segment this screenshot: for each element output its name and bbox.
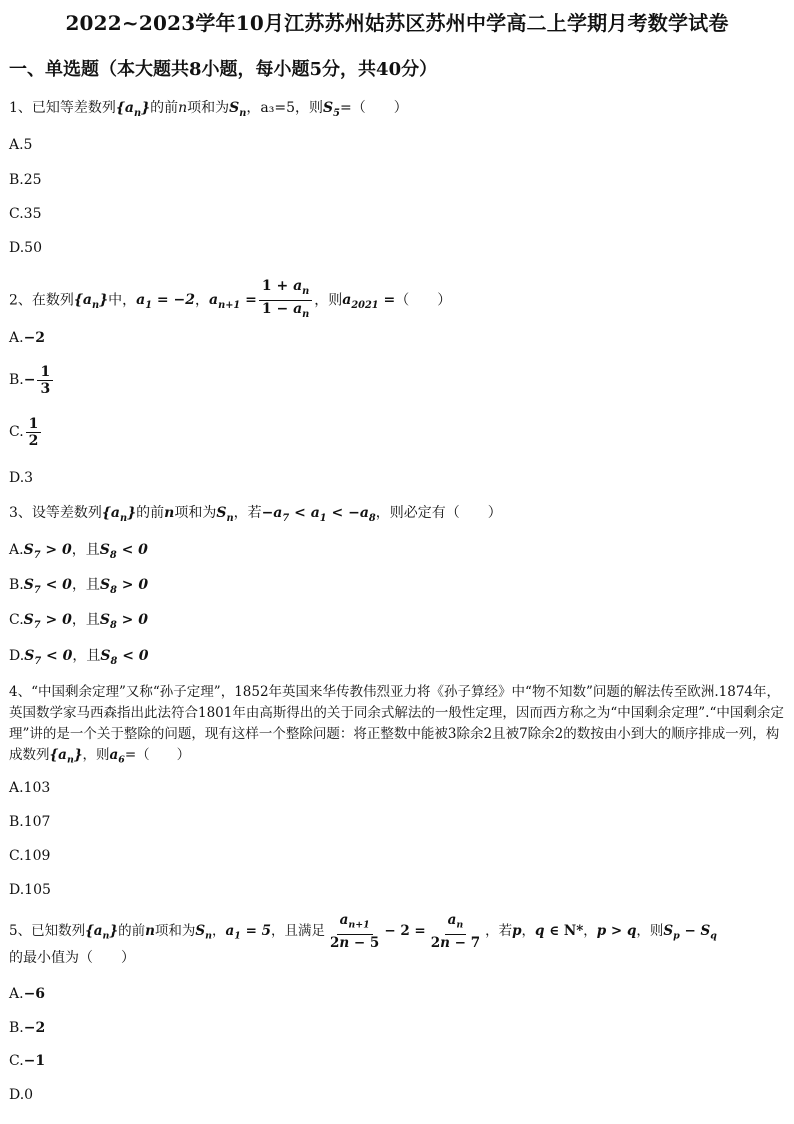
q2-option-c[interactable]: C. $\frac{1}{2}$ bbox=[9, 414, 43, 450]
q2-recurrence: $a_{n+1}$ = bbox=[209, 292, 257, 312]
section-heading: 一、单选题（本大题共8小题，每小题5分，共40分） bbox=[9, 59, 438, 80]
q2-prefix: 2、在数列 bbox=[9, 292, 74, 309]
q1-prefix: 1、已知等差数列 bbox=[9, 100, 116, 116]
question-4: 4、“中国剩余定理”又称“孙子定理”，1852年英国来华传教伟烈亚力将《孙子算经》中“物不知数”问题的解法传至欧洲.1874年，英国数学家马西森指出此法符合1801年由高斯得出的关于同余式解法的一般性定理，因而西方称之为“中国剩余定理”.“中国剩余定理”讲的是一个关于整除的问题，现有这样一个整除问题：将正整数中能被3除余2且被7除余2的数按由小到大的顺序排成一列，构成数列$\{a_n\}$，则$a_6=$（ ） bbox=[9, 684, 784, 766]
question-3: 3、设等差数列$\{a_n\}$的前n项和为$S_n$，若$-a_7 < a_1 < -a_8$，则必定有（ ） bbox=[9, 505, 502, 524]
question-2: 2、在数列$\{a_n\}$中，$a_1 = -2$，$a_{n+1}$ = $\frac{1 + a_n}{1 - a_n}$ ，则$a_{2021}$ =（ ） bbox=[9, 278, 451, 323]
q1-option-b[interactable]: B.25 bbox=[9, 172, 42, 188]
q1-option-c[interactable]: C.35 bbox=[9, 206, 42, 222]
q3-option-b[interactable]: $B.S_7 < 0$，且$S_8 > 0$ bbox=[9, 577, 149, 596]
q5-option-a[interactable]: A.−6 bbox=[9, 986, 46, 1002]
q2-a2021: $a_{2021}$ = bbox=[342, 292, 396, 312]
q1-option-a[interactable]: A.5 bbox=[9, 137, 33, 153]
q1-end: =（ ） bbox=[339, 100, 408, 116]
exam-title: 2022~2023学年10月江苏苏州姑苏区苏州中学高二上学期月考数学试卷 bbox=[65, 11, 729, 35]
q3-option-a[interactable]: $A.S_7 > 0$，且$S_8 < 0$ bbox=[9, 542, 148, 561]
question-5-line2: 的最小值为（ ） bbox=[9, 950, 135, 966]
q1-mid2: 项和为 bbox=[187, 100, 230, 116]
q2-option-d[interactable]: D.3 bbox=[9, 470, 34, 486]
q1-mid: 的前 bbox=[150, 100, 179, 116]
q5-option-d[interactable]: D.0 bbox=[9, 1087, 34, 1103]
q1-seq: $\{a_n\}$ bbox=[115, 100, 151, 119]
q2-fraction: $\frac{1 + a_n}{1 - a_n}$ bbox=[259, 278, 312, 323]
question-1 bbox=[9, 98, 408, 124]
q2-then: ，则 bbox=[314, 292, 343, 309]
q1-s5: $S_5$ bbox=[323, 100, 340, 119]
q3-inequality: $-a_7 < a_1 < -a_8$ bbox=[261, 505, 376, 524]
q2-mid: 中， bbox=[108, 292, 137, 309]
q5-option-c[interactable]: C.−1 bbox=[9, 1053, 46, 1069]
q1-cond: ，a₃=5，则 bbox=[246, 100, 324, 116]
q3-option-c[interactable]: $C.S_7 > 0$，且$S_8 > 0$ bbox=[9, 612, 149, 631]
q4-option-c[interactable]: C.109 bbox=[9, 848, 51, 864]
q2-option-b[interactable]: B.− $\frac{1}{3}$ bbox=[9, 362, 55, 398]
q1-sn: $S_n$ bbox=[229, 100, 247, 119]
q1-n: n bbox=[178, 100, 188, 116]
q3-option-d[interactable]: $D.S_7 < 0$，且$S_8 < 0$ bbox=[9, 648, 149, 667]
q2-option-a[interactable]: A.−2 bbox=[9, 330, 46, 346]
q4-option-a[interactable]: A.103 bbox=[9, 780, 51, 796]
q2-a1: $a_1 = -2$ bbox=[136, 292, 195, 312]
q5-option-b[interactable]: B.−2 bbox=[9, 1020, 46, 1036]
q4-option-b[interactable]: B.107 bbox=[9, 814, 51, 830]
q4-option-d[interactable]: D.105 bbox=[9, 882, 51, 898]
q2-end: （ ） bbox=[395, 292, 452, 309]
question-5: 5、已知数列$\{a_n\}$的前n项和为$S_n$，$a_1 = 5$，且满足 $\frac{a_{n+1}}{2n - 5}$ − 2 = $\frac{a_n}{2n - 7}$ ，若p，q ∈ N*，p > q，则$S_p - S_q$ bbox=[9, 912, 717, 951]
q1-option-d[interactable]: D.50 bbox=[9, 240, 42, 256]
q2-seq: $\{a_n\}$ bbox=[73, 292, 109, 312]
